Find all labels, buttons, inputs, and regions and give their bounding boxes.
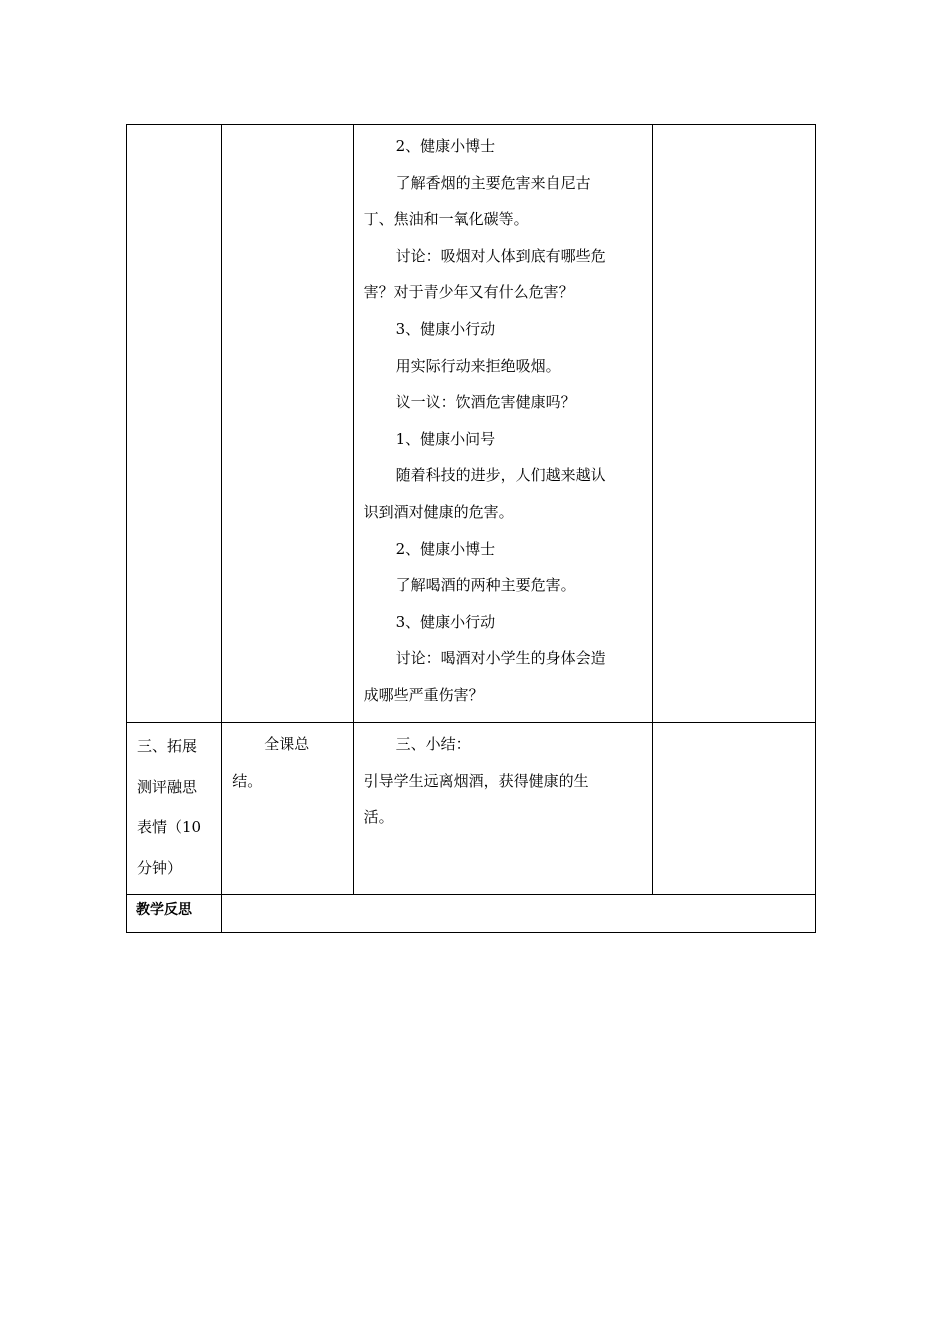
- lesson-plan-table: [126, 124, 816, 933]
- text-line: 成哪些严重伤害？: [363, 685, 484, 704]
- text-line: 结。: [232, 771, 263, 790]
- stage-lines: [127, 723, 221, 894]
- text-line: 活。: [363, 808, 394, 827]
- reflection-label-cell: [127, 895, 222, 933]
- activity-cell: [222, 125, 353, 723]
- reflection-label: 教学反思: [136, 902, 192, 918]
- notes-cell: [652, 125, 816, 723]
- text-line: 讨论：吸烟对人体到底有哪些危: [395, 246, 606, 265]
- content-cell: [353, 125, 652, 723]
- text-line: 2、健康小博士: [395, 137, 496, 155]
- text-line: 全课总: [264, 735, 310, 753]
- table-row: [127, 895, 816, 933]
- notes-cell: [652, 723, 816, 895]
- content-cell: [353, 723, 652, 895]
- text-line: 3、健康小行动: [395, 319, 496, 338]
- text-line: 引导学生远离烟酒，获得健康的生: [363, 771, 589, 790]
- reflection-content-cell: [222, 895, 816, 933]
- text-line: 了解喝酒的两种主要危害。: [395, 576, 576, 595]
- text-line: 1、健康小问号: [395, 429, 496, 448]
- text-line: 议一议：饮酒危害健康吗？: [395, 393, 576, 412]
- content-lines: [354, 125, 652, 720]
- text-line: 表情（10: [137, 818, 202, 836]
- text-line: 了解香烟的主要危害来自尼古: [395, 173, 591, 192]
- stage-cell: [127, 125, 222, 723]
- table-row: [127, 125, 816, 723]
- activity-lines: [222, 723, 352, 805]
- activity-cell: [222, 723, 353, 895]
- text-line: 分钟）: [137, 858, 183, 877]
- text-line: 用实际行动来拒绝吸烟。: [395, 356, 561, 375]
- text-line: 随着科技的进步，人们越来越认: [395, 466, 606, 485]
- text-line: 丁、焦油和一氧化碳等。: [363, 210, 529, 229]
- text-line: 识到酒对健康的危害。: [363, 502, 514, 521]
- text-line: 三、小结：: [395, 735, 471, 753]
- stage-cell: [127, 723, 222, 895]
- text-line: 讨论：喝酒对小学生的身体会造: [395, 649, 606, 668]
- table-row: [127, 723, 816, 895]
- text-line: 害？对于青少年又有什么危害？: [363, 283, 574, 302]
- summary-lines: [354, 723, 652, 842]
- text-line: 3、健康小行动: [395, 612, 496, 631]
- text-line: 2、健康小博士: [395, 539, 496, 558]
- text-line: 测评融思: [137, 777, 198, 796]
- text-line: 三、拓展: [137, 737, 198, 755]
